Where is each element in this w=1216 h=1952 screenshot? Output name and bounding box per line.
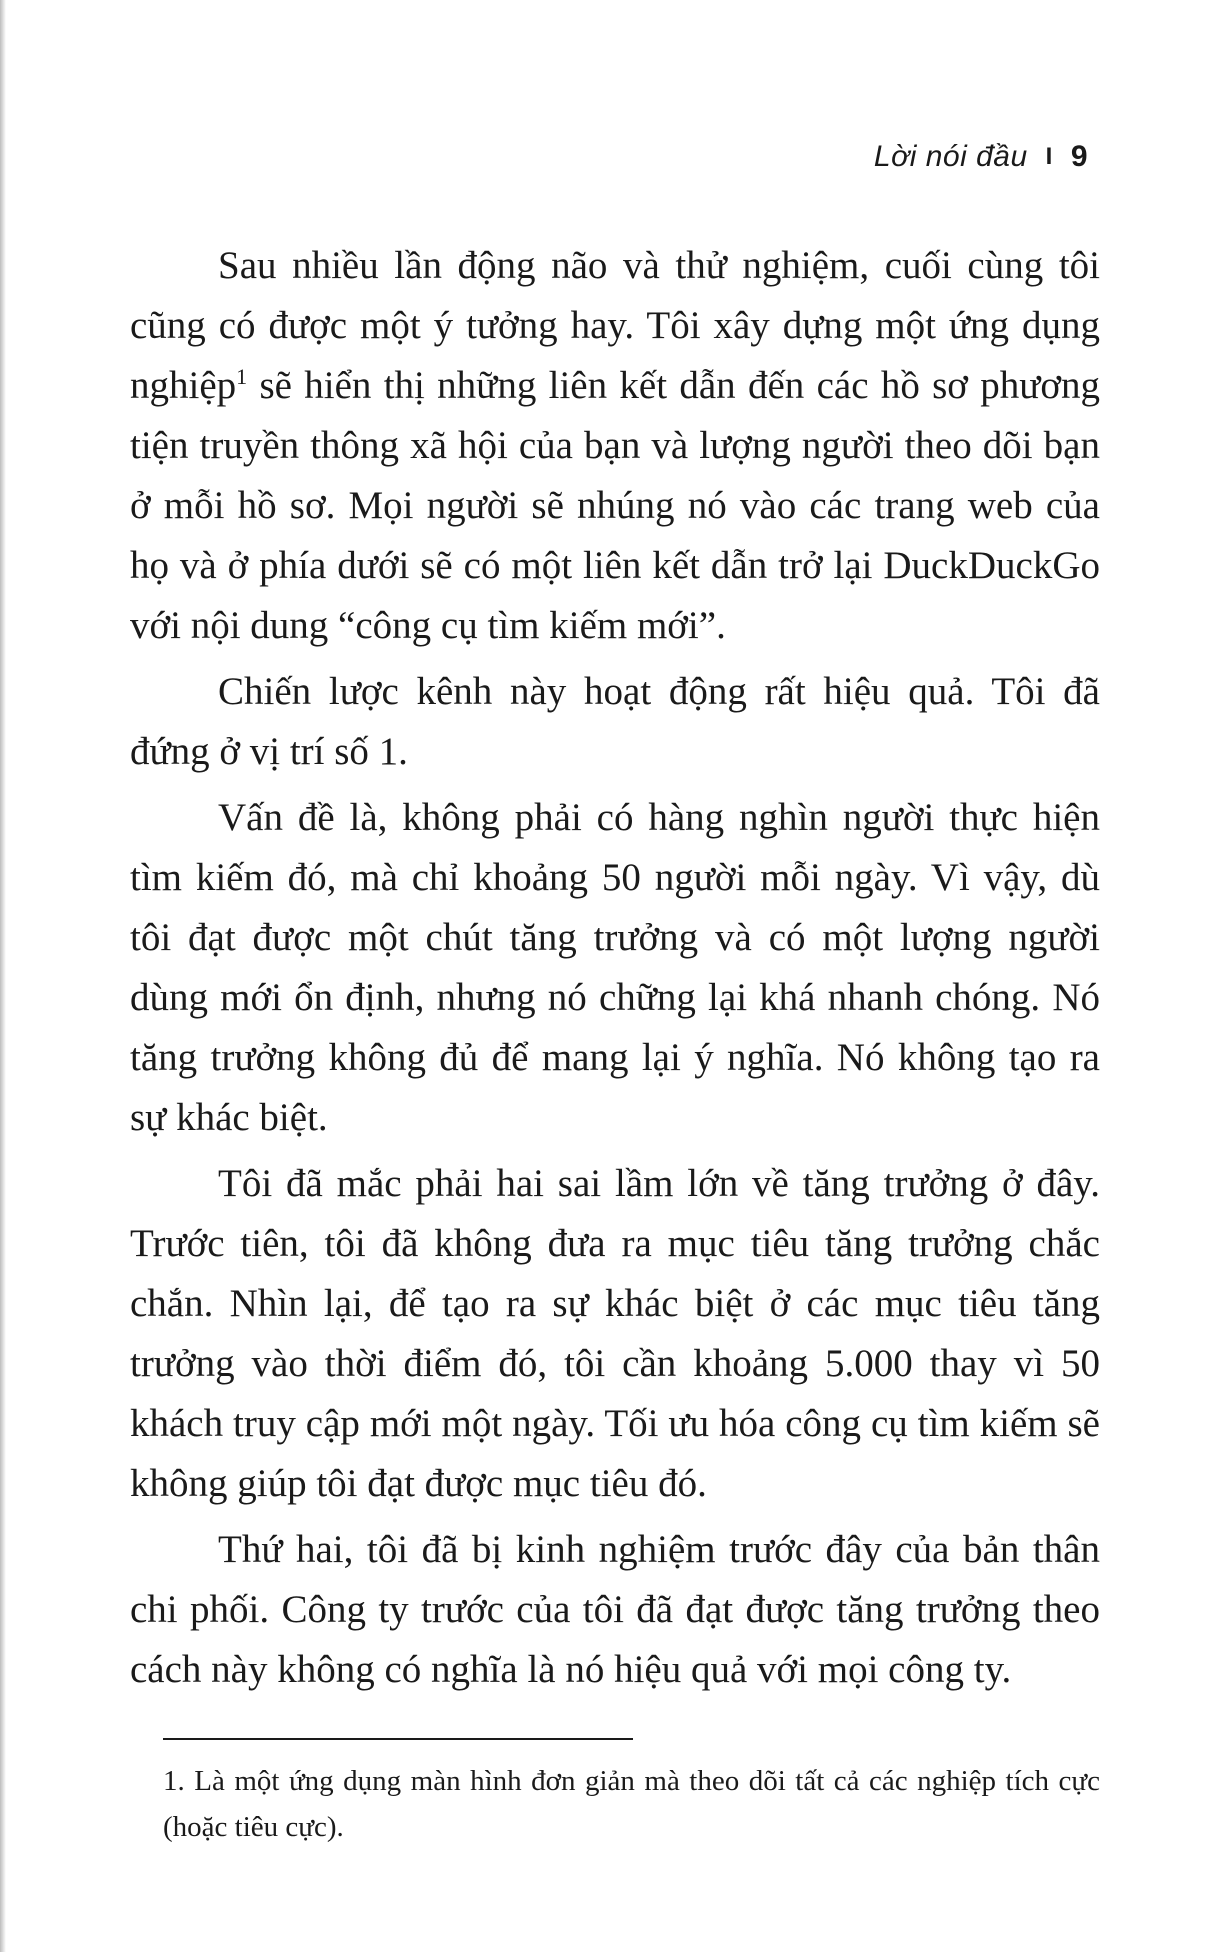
chapter-title: Lời nói đầu: [873, 140, 1028, 173]
paragraph-1-text-a: Sau nhiều lần động não và thử nghiệm, cuối cùng tôi cũng có được một ý tưởng hay. Tôi xây dựng một ứng dụng nghiệp: [130, 244, 1100, 407]
page-number: 9: [1070, 140, 1088, 173]
paragraph-2: Chiến lược kênh này hoạt động rất hiệu quả. Tôi đã đứng ở vị trí số 1.: [130, 670, 1100, 773]
paragraph-4: Tôi đã mắc phải hai sai lầm lớn về tăng trưởng ở đây. Trước tiên, tôi đã không đưa ra mục tiêu tăng trưởng chắc chắn. Nhìn lại, để tạo ra sự khác biệt ở các mục tiêu tăng trưởng vào thời điểm đó, tôi cần khoảng 5.000 thay vì 50 khách truy cập mới một ngày. Tối ưu hóa công cụ tìm kiếm sẽ không giúp tôi đạt được mục tiêu đó.: [130, 1162, 1100, 1505]
footnote-reference: 1: [236, 364, 248, 389]
paragraph-5: Thứ hai, tôi đã bị kinh nghiệm trước đây của bản thân chi phối. Công ty trước của tôi đã đạt được tăng trưởng theo cách này không có nghĩa là nó hiệu quả với mọi công ty.: [130, 1528, 1100, 1691]
main-text: [130, 236, 1100, 1706]
footnote-divider: [163, 1738, 633, 1740]
paragraph-3: Vấn đề là, không phải có hàng nghìn người thực hiện tìm kiếm đó, mà chỉ khoảng 50 người mỗi ngày. Vì vậy, dù tôi đạt được một chút tăng trưởng và có một lượng người dùng mới ổn định, nhưng nó chững lại khá nhanh chóng. Nó tăng trưởng không đủ để mang lại ý nghĩa. Nó không tạo ra sự khác biệt.: [130, 796, 1100, 1139]
footnote: 1. Là một ứng dụng màn hình đơn giản mà theo dõi tất cả các nghiệp tích cực (hoặc tiêu cực).: [163, 1765, 1100, 1843]
header-separator: I: [1045, 143, 1053, 170]
paragraph-1: [130, 236, 1100, 656]
page-binding-edge: [0, 0, 6, 1952]
running-header: [874, 140, 1088, 174]
paragraph-1-text-b: sẽ hiển thị những liên kết dẫn đến các hồ sơ phương tiện truyền thông xã hội của bạn và lượng người theo dõi bạn ở mỗi hồ sơ. Mọi người sẽ nhúng nó vào các trang web của họ và ở phía dưới sẽ có một liên kết dẫn trở lại DuckDuckGo với nội dung “công cụ tìm kiếm mới”.: [130, 364, 1100, 647]
